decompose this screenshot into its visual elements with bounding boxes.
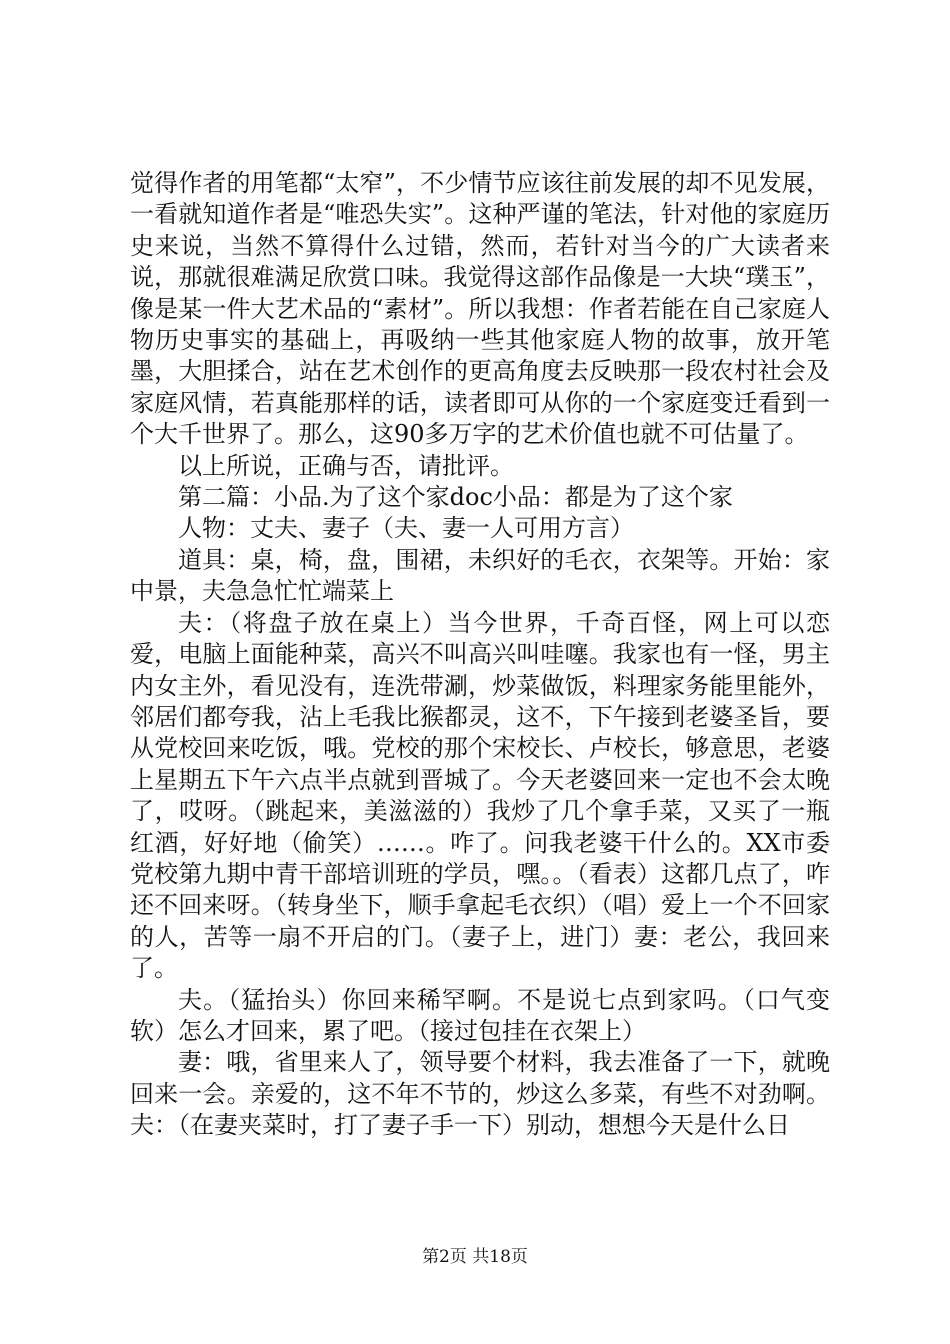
paragraph-2: 以上所说，正确与否，请批评。 xyxy=(178,451,514,480)
document-body xyxy=(130,168,830,1142)
paragraph-4: 人物：丈夫、妻子（夫、妻一人可用方言） xyxy=(178,514,634,543)
paragraph-1: 觉得作者的用笔都“太窄”，不少情节应该往前发展的却不见发展，一看就知道作者是“唯恐失实”。这种严谨的笔法，针对他的家庭历史来说，当然不算得什么过错，然而，若针对当今的广大读者来说，那就很难满足欣赏口味。我觉得这部作品像是一大块“璞玉”，像是某一件大艺术品的“素材”。所以我想：作者若能在自己家庭人物历史事实的基础上，再吸纳一些其他家庭人物的故事，放开笔墨，大胆揉合，站在艺术创作的更高角度去反映那一段农村社会及家庭风情，若真能那样的话，读者即可从你的一个家庭变迁看到一个大千世界了。那么，这90多万字的艺术价值也就不可估量了。 xyxy=(130,169,830,449)
page-footer: 第2页 共18页 xyxy=(422,1247,528,1267)
paragraph-6: 夫：（将盘子放在桌上）当今世界，千奇百怪，网上可以恋爱，电脑上面能种菜，高兴不叫高兴叫哇噻。我家也有一怪，男主内女主外，看见没有，连洗带涮，炒菜做饭，料理家务能里能外，邻居们都夸我，沾上毛我比猴都灵，这不，下午接到老婆圣旨，要从党校回来吃饭，哦。党校的那个宋校长、卢校长，够意思，老婆上星期五下午六点半点就到晋城了。今天老婆回来一定也不会太晚了，哎呀。（跳起来，美滋滋的）我炒了几个拿手菜，又买了一瓶红酒，好好地（偷笑）……。咋了。问我老婆干什么的。XX市委党校第九期中青干部培训班的学员，嘿。。（看表）这都几点了，咋还不回来呀。（转身坐下，顺手拿起毛衣织）（唱）爱上一个不回家的人，苦等一扇不开启的门。（妻子上，进门）妻：老公，我回来了。 xyxy=(130,608,830,983)
paragraph-7: 夫。（猛抬头）你回来稀罕啊。不是说七点到家吗。（口气变软）怎么才回来，累了吧。（接过包挂在衣架上） xyxy=(130,985,830,1045)
paragraph-3: 第二篇：小品.为了这个家doc小品：都是为了这个家 xyxy=(178,483,733,512)
paragraph-5: 道具：桌，椅，盘，围裙，未织好的毛衣，衣架等。开始：家中景，夫急急忙忙端菜上 xyxy=(130,545,830,606)
paragraph-8: 妻：哦，省里来人了，领导要个材料，我去准备了一下，就晚回来一会。亲爱的，这不年不节的，炒这么多菜，有些不对劲啊。夫：（在妻夹菜时，打了妻子手一下）别动，想想今天是什么日 xyxy=(130,1048,830,1140)
